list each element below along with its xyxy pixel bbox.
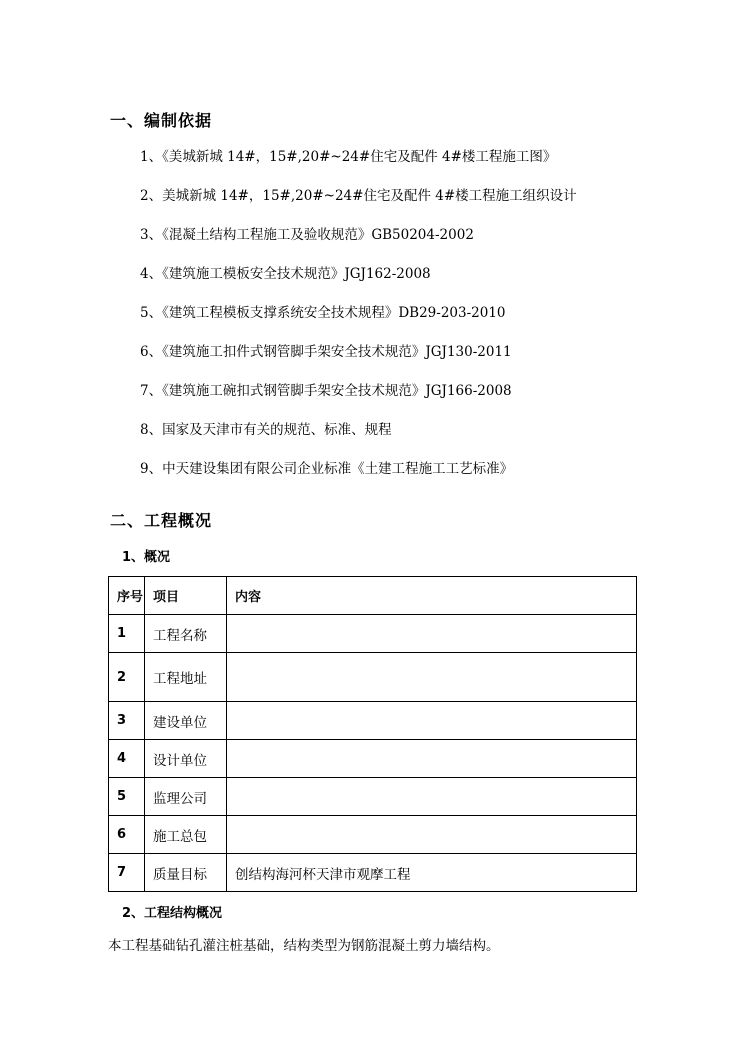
table-row [109, 653, 637, 702]
table-row [109, 702, 637, 740]
subsection-title-structure: 2、工程结构概况 [122, 906, 223, 921]
row-no: 3 [109, 702, 145, 740]
section-title-basis: 一、编制依据 [110, 111, 213, 130]
row-no: 2 [109, 653, 145, 702]
table-row [109, 740, 637, 778]
table-row [109, 816, 637, 854]
row-item: 工程地址 [145, 653, 227, 702]
row-no: 4 [109, 740, 145, 778]
row-no: 6 [109, 816, 145, 854]
basis-item-9: 9、中天建设集团有限公司企业标准《土建工程施工工艺标准》 [140, 461, 514, 477]
row-content [227, 653, 637, 702]
row-content [227, 778, 637, 816]
row-item: 建设单位 [145, 702, 227, 740]
basis-item-7: 7、《建筑施工碗扣式钢管脚手架安全技术规范》JGJ166-2008 [140, 383, 512, 399]
basis-item-8: 8、国家及天津市有关的规范、标准、规程 [140, 422, 392, 438]
row-no: 5 [109, 778, 145, 816]
header-no: 序号 [109, 577, 145, 615]
header-content: 内容 [227, 577, 637, 615]
basis-item-2: 2、美城新城 14#，15#,20#~24#住宅及配件 4#楼工程施工组织设计 [140, 188, 577, 204]
basis-item-1: 1、《美城新城 14#，15#,20#~24#住宅及配件 4#楼工程施工图》 [140, 149, 557, 165]
row-item: 施工总包 [145, 816, 227, 854]
table-row [109, 854, 637, 892]
table-row [109, 615, 637, 653]
basis-item-4: 4、《建筑施工模板安全技术规范》JGJ162-2008 [140, 266, 431, 282]
row-item: 设计单位 [145, 740, 227, 778]
row-content [227, 615, 637, 653]
overview-table [108, 576, 637, 892]
row-content [227, 702, 637, 740]
row-item: 监理公司 [145, 778, 227, 816]
basis-list [140, 147, 577, 498]
basis-item-5: 5、《建筑工程模板支撑系统安全技术规程》DB29-203-2010 [140, 305, 506, 321]
table-row [109, 778, 637, 816]
basis-item-3: 3、《混凝土结构工程施工及验收规范》GB50204-2002 [140, 227, 474, 243]
row-content: 创结构海河杯天津市观摩工程 [227, 854, 637, 892]
header-item: 项目 [145, 577, 227, 615]
row-no: 1 [109, 615, 145, 653]
row-item: 质量目标 [145, 854, 227, 892]
structure-description: 本工程基础钻孔灌注桩基础，结构类型为钢筋混凝土剪力墙结构。 [108, 938, 500, 954]
subsection-title-summary: 1、概况 [122, 550, 171, 565]
row-item: 工程名称 [145, 615, 227, 653]
basis-item-6: 6、《建筑施工扣件式钢管脚手架安全技术规范》JGJ130-2011 [140, 344, 512, 360]
row-no: 7 [109, 854, 145, 892]
row-content [227, 816, 637, 854]
section-title-overview: 二、工程概况 [110, 511, 213, 530]
table-header-row [109, 577, 637, 615]
row-content [227, 740, 637, 778]
